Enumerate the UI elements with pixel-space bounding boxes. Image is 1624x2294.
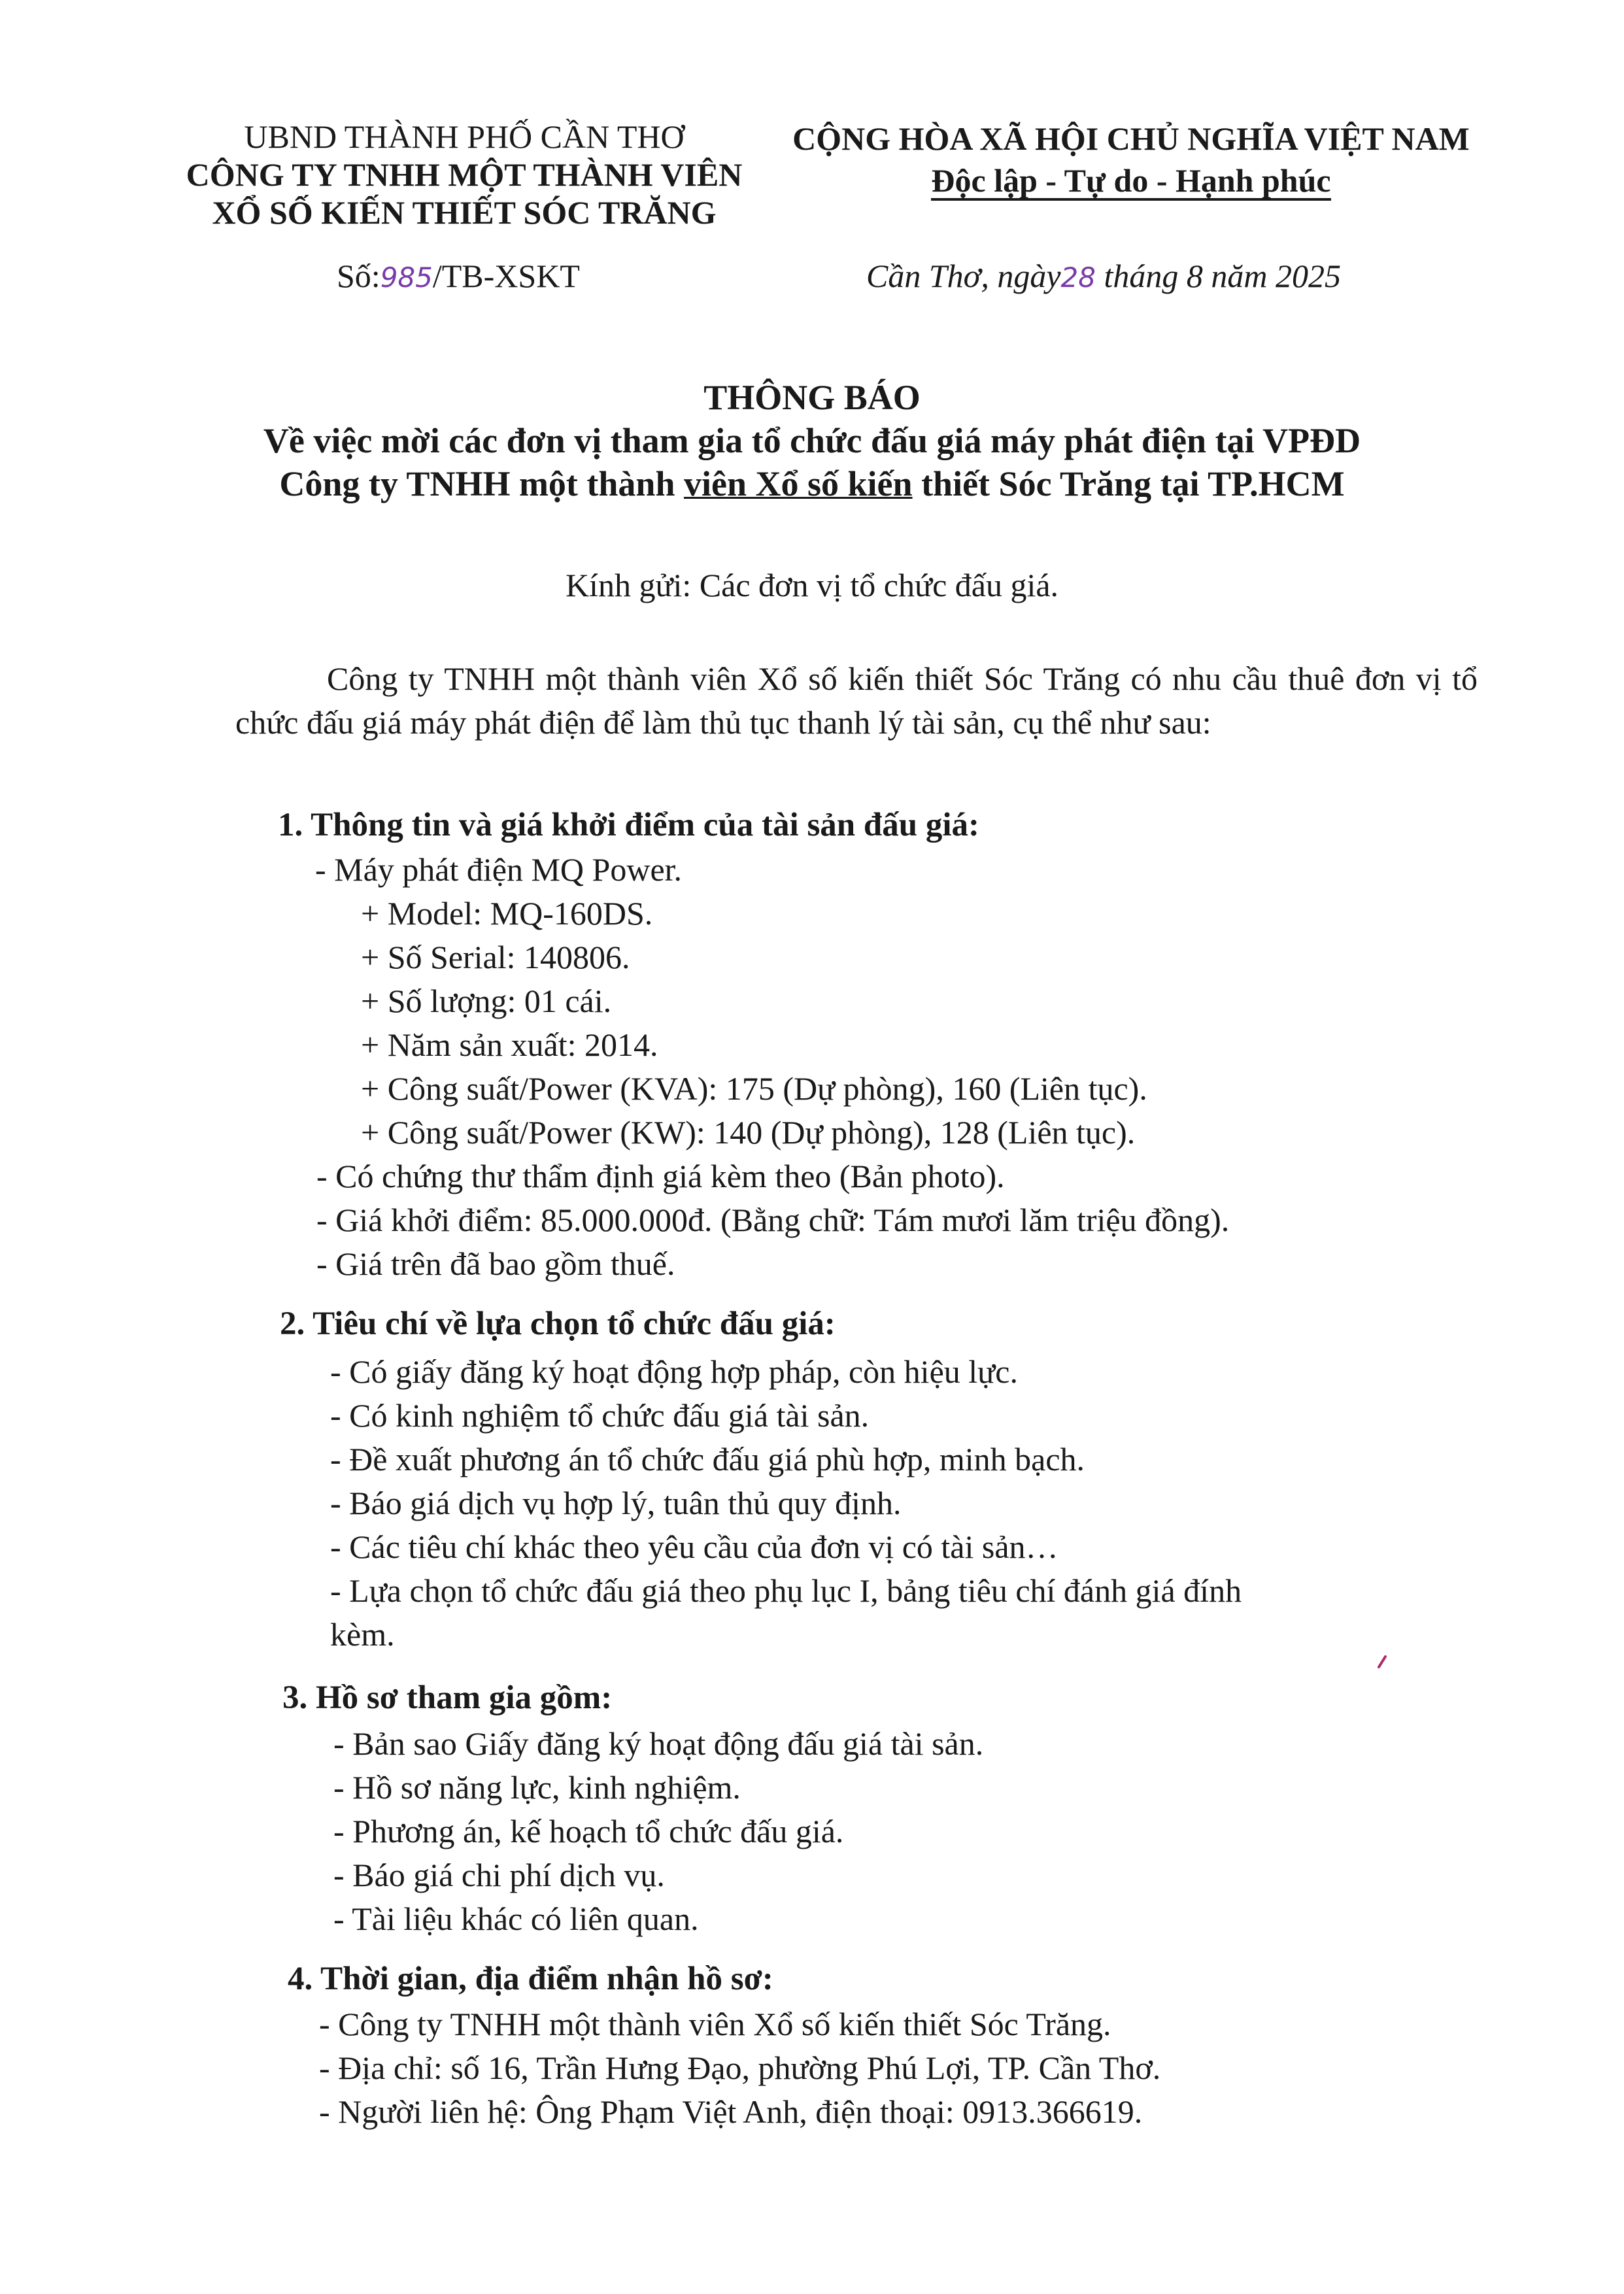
intro-text: Công ty TNHH một thành viên Xổ số kiến thiết Sóc Trăng có nhu cầu thuê đơn vị tổ chức đấu giá máy phát điện để làm thủ tục thanh lý tài sản, cụ thể như sau: xyxy=(235,660,1478,741)
section1-spec: + Số lượng: 01 cái. xyxy=(361,983,612,1019)
section2-heading: 2. Tiêu chí về lựa chọn tổ chức đấu giá: xyxy=(280,1306,836,1342)
subject-line2-part-a: Công ty TNHH một thành xyxy=(279,464,684,503)
issuer-company-line1: CÔNG TY TNHH MỘT THÀNH VIÊN xyxy=(186,156,743,193)
section3-heading: 3. Hồ sơ tham gia gồm: xyxy=(282,1679,613,1716)
section2-item-continuation: kèm. xyxy=(330,1616,395,1653)
section3-item: - Báo giá chi phí dịch vụ. xyxy=(333,1857,665,1893)
doc-number-handwritten: 985 xyxy=(380,261,433,294)
date-handwritten-day: 28 xyxy=(1060,261,1096,294)
country-name: CỘNG HÒA XÃ HỘI CHỦ NGHĨA VIỆT NAM xyxy=(792,120,1470,157)
date-prefix: Cần Thơ, ngày xyxy=(866,258,1061,294)
document-title: THÔNG BÁO xyxy=(703,378,921,417)
section3-item: - Hồ sơ năng lực, kinh nghiệm. xyxy=(333,1769,741,1806)
section2-item: - Lựa chọn tổ chức đấu giá theo phụ lục I, bảng tiêu chí đánh giá đính xyxy=(330,1572,1242,1609)
date-suffix: tháng 8 năm 2025 xyxy=(1096,258,1341,294)
section2-item: - Có giấy đăng ký hoạt động hợp pháp, còn hiệu lực. xyxy=(330,1353,1018,1390)
pen-mark-icon xyxy=(1376,1653,1389,1670)
section1-item: - Có chứng thư thẩm định giá kèm theo (Bản photo). xyxy=(316,1158,1005,1194)
section1-spec: + Năm sản xuất: 2014. xyxy=(361,1026,658,1063)
document-number xyxy=(337,256,580,297)
document-title-block xyxy=(131,376,1493,505)
section1-spec: + Số Serial: 140806. xyxy=(361,939,630,975)
section4-item: - Địa chỉ: số 16, Trần Hưng Đạo, phường Phú Lợi, TP. Cần Thơ. xyxy=(319,2049,1161,2086)
section1-spec: + Công suất/Power (KW): 140 (Dự phòng), 128 (Liên tục). xyxy=(361,1114,1136,1151)
section4-item: - Người liên hệ: Ông Phạm Việt Anh, điện thoại: 0913.366619. xyxy=(319,2093,1143,2130)
section2-item: - Các tiêu chí khác theo yêu cầu của đơn vị có tài sản… xyxy=(330,1528,1058,1565)
section1-heading: 1. Thông tin và giá khởi điểm của tài sản đấu giá: xyxy=(278,807,980,843)
document-date xyxy=(866,256,1341,297)
doc-number-prefix: Số: xyxy=(337,258,381,294)
section2-item: - Đề xuất phương án tổ chức đấu giá phù hợp, minh bạch. xyxy=(330,1441,1085,1477)
section3-item: - Phương án, kế hoạch tổ chức đấu giá. xyxy=(333,1813,844,1849)
section2-item: - Có kinh nghiệm tổ chức đấu giá tài sản. xyxy=(330,1397,870,1434)
section1-spec: + Công suất/Power (KVA): 175 (Dự phòng), 160 (Liên tục). xyxy=(361,1070,1147,1107)
issuer-authority: UBND THÀNH PHỐ CẦN THƠ xyxy=(244,118,685,155)
document-subject-line2 xyxy=(131,462,1493,505)
subject-line2-part-b: viên Xổ số kiến xyxy=(684,464,913,503)
section4-heading: 4. Thời gian, địa điểm nhận hồ sơ: xyxy=(288,1961,773,1997)
national-motto: Độc lập - Tự do - Hạnh phúc xyxy=(931,163,1330,201)
doc-number-suffix: /TB-XSKT xyxy=(432,258,580,294)
document-subject-line1: Về việc mời các đơn vị tham gia tổ chức đấu giá máy phát điện tại VPĐD xyxy=(263,421,1361,460)
intro-paragraph xyxy=(235,657,1478,745)
section3-item: - Bản sao Giấy đăng ký hoạt động đấu giá tài sản. xyxy=(333,1725,984,1762)
section1-item: - Giá khởi điểm: 85.000.000đ. (Bằng chữ: Tám mươi lăm triệu đồng). xyxy=(316,1202,1230,1238)
section2-item: - Báo giá dịch vụ hợp lý, tuân thủ quy định. xyxy=(330,1485,902,1521)
section4-item: - Công ty TNHH một thành viên Xổ số kiến thiết Sóc Trăng. xyxy=(319,2006,1111,2042)
issuer-block xyxy=(137,118,791,231)
section3-item: - Tài liệu khác có liên quan. xyxy=(333,1900,699,1937)
section1-item-generator: - Máy phát điện MQ Power. xyxy=(315,851,683,888)
national-header xyxy=(771,118,1491,201)
section1-spec: + Model: MQ-160DS. xyxy=(361,895,653,932)
greeting: Kính gửi: Các đơn vị tổ chức đấu giá. xyxy=(565,567,1059,603)
section1-item: - Giá trên đã bao gồm thuế. xyxy=(316,1245,675,1282)
issuer-company-line2: XỔ SỐ KIẾN THIẾT SÓC TRĂNG xyxy=(212,194,717,231)
subject-line2-part-c: thiết Sóc Trăng tại TP.HCM xyxy=(912,464,1345,503)
